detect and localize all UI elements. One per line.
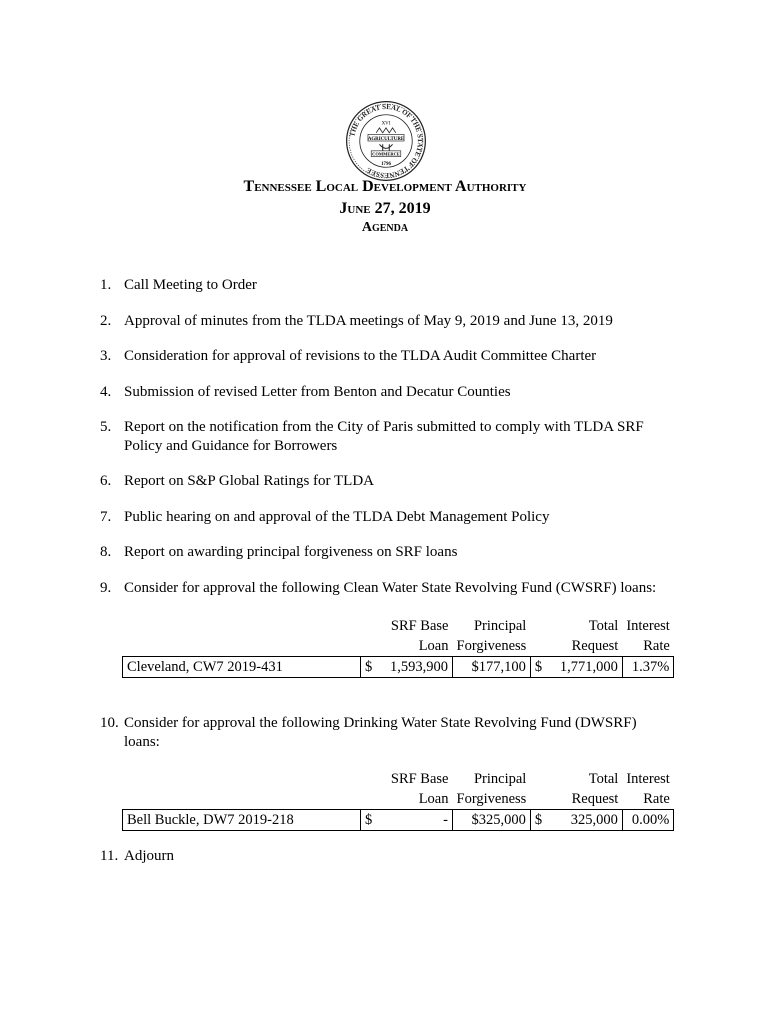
col-header: Rate [643,790,670,807]
col-header: Request [571,637,619,654]
srf-base-loan: $ - [361,810,453,831]
col-header: SRF Base [390,770,449,787]
table-row [123,657,674,678]
agenda-item: 7. Public hearing on and approval of the TLDA Debt Management Policy [100,509,550,525]
svg-text:AGRICULTURE: AGRICULTURE [367,136,405,142]
col-header: Forgiveness [456,790,527,807]
agenda-item: 8. Report on awarding principal forgiveness on SRF loans [100,544,458,560]
table-row [123,810,674,831]
tennessee-seal-icon [345,100,427,182]
col-header: Principal [473,617,527,634]
svg-text:1796: 1796 [381,161,391,167]
col-header: Total [588,770,619,787]
table-header-row [123,616,674,636]
col-header: SRF Base [390,617,449,634]
agenda-item: 9. Consider for approval the following Clean Water State Revolving Fund (CWSRF) loans: [100,580,657,596]
interest-rate: 0.00% [622,810,673,831]
agenda-item: 3. Consideration for approval of revisions to the TLDA Audit Committee Charter [100,348,597,364]
doc-title: Agenda [361,220,409,235]
borrower-name: Cleveland, CW7 2019-431 [123,657,361,678]
svg-text:XVI: XVI [381,121,391,127]
col-header: Interest [626,617,670,634]
col-header: Principal [473,770,527,787]
col-header: Request [571,790,619,807]
agenda-item: 1. Call Meeting to Order [100,277,257,293]
principal-forgiveness: $177,100 [453,657,531,678]
total-request: $ 1,771,000 [530,657,622,678]
interest-rate: 1.37% [622,657,673,678]
col-header: Total [588,617,619,634]
total-request: $ 325,000 [530,810,622,831]
col-header: Loan [418,637,449,654]
svg-text:THE GREAT SEAL OF THE STATE OF: THE GREAT SEAL OF THE STATE OF TENNESSEE [348,102,425,180]
borrower-name: Bell Buckle, DW7 2019-218 [123,810,361,831]
agenda-item: 2. Approval of minutes from the TLDA meetings of May 9, 2019 and June 13, 2019 [100,313,613,329]
srf-base-loan: $ 1,593,900 [361,657,453,678]
agenda-item: 4. Submission of revised Letter from Benton and Decatur Counties [100,384,511,400]
col-header: Interest [626,770,670,787]
svg-text:COMMERCE: COMMERCE [372,151,400,157]
org-title: Tennessee Local Development Authority [243,178,527,195]
agenda-item: 6. Report on S&P Global Ratings for TLDA [100,473,374,489]
agenda-item: 11. Adjourn [100,848,174,864]
col-header: Rate [643,637,670,654]
principal-forgiveness: $325,000 [453,810,531,831]
meeting-date: June 27, 2019 [339,200,431,217]
table-header-row [123,789,674,810]
agenda-item: 5. Report on the notification from the City of Paris submitted to comply with TLDA SRF Policy and Guidance for Borrowers [100,419,644,454]
dwsrf-loan-table [122,769,674,831]
col-header: Loan [418,790,449,807]
table-header-row [123,636,674,657]
table-header-row [123,769,674,789]
cwsrf-loan-table [122,616,674,678]
agenda-item: 10. Consider for approval the following Drinking Water State Revolving Fund (DWSRF) loans: [100,715,637,750]
col-header: Forgiveness [456,637,527,654]
